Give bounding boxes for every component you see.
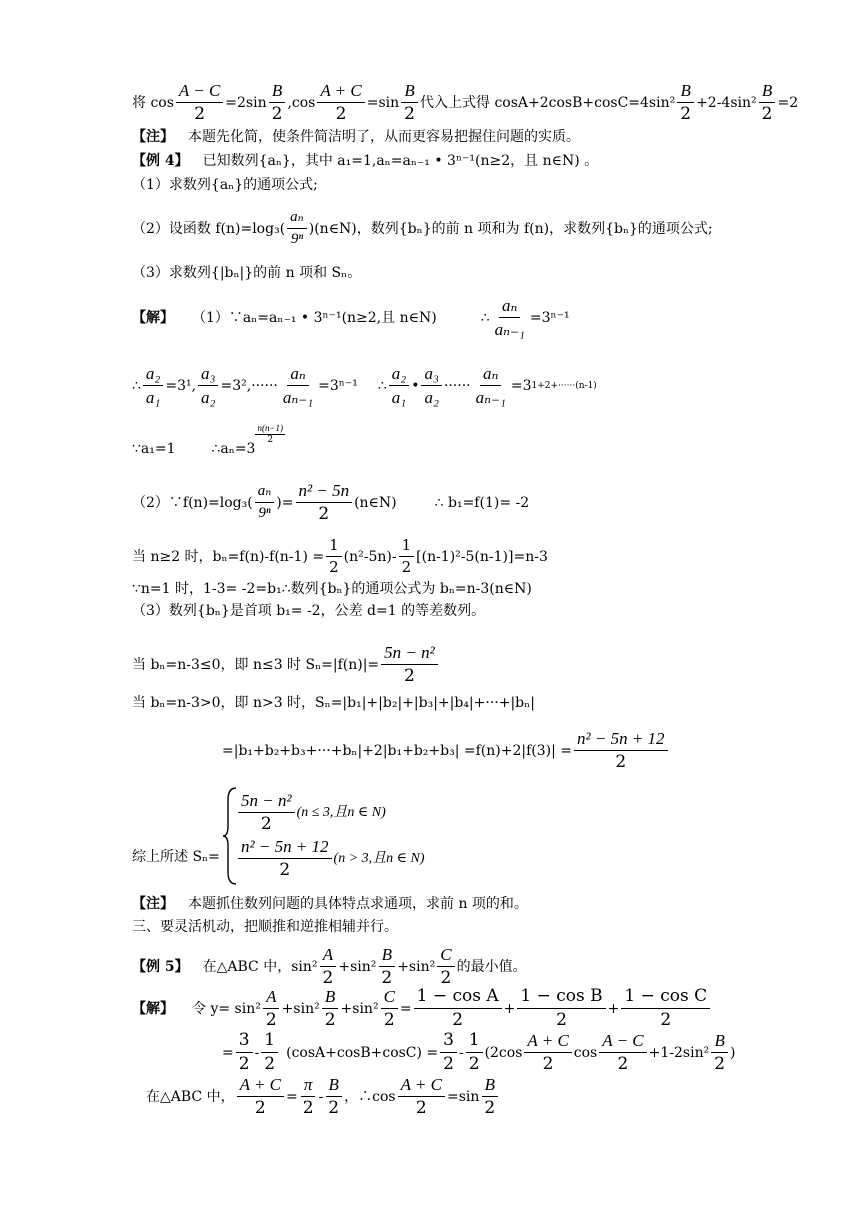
text: 在△ABC 中， <box>146 1088 235 1105</box>
fraction <box>176 82 223 123</box>
fraction <box>524 1032 571 1073</box>
text: =3ⁿ⁻¹ <box>318 377 358 394</box>
denominator: a₂ <box>201 388 216 407</box>
solution-line-3 <box>132 423 287 459</box>
numerator: B <box>401 82 417 103</box>
numerator: n² − 5n + 12 <box>238 838 332 859</box>
numerator: A + C <box>524 1032 571 1053</box>
text: （1）∵aₙ=aₙ₋₁ • 3ⁿ⁻¹(n≥2,且 n∈N) <box>192 309 437 326</box>
solution-5-line-2 <box>222 1032 736 1073</box>
fraction <box>300 1076 317 1117</box>
text: - <box>254 1044 260 1061</box>
denominator: 2 <box>335 104 347 124</box>
solution-line-10 <box>222 730 670 771</box>
text: ∵a₁=1 <box>132 440 176 457</box>
numerator: 3 <box>236 1032 253 1053</box>
fraction <box>317 82 364 123</box>
text: =2 <box>777 94 799 111</box>
text: - <box>459 1044 464 1061</box>
denominator: 2 <box>484 1098 496 1118</box>
fraction <box>238 792 295 833</box>
text: - <box>318 1088 324 1105</box>
text: +sin² <box>281 1000 320 1017</box>
denominator: 2 <box>267 435 274 445</box>
text: = <box>222 1044 234 1061</box>
numerator: B <box>379 946 395 967</box>
denominator: 2 <box>761 104 773 124</box>
solution-line-1 <box>132 297 570 338</box>
text: ∴ <box>132 377 141 394</box>
denominator: 2 <box>271 104 283 124</box>
denominator: aₙ₋₁ <box>475 388 506 407</box>
numerator: π <box>301 1076 316 1097</box>
fraction <box>238 838 332 879</box>
numerator: n(n−1) <box>257 423 284 433</box>
text: （3）求数列{|bₙ|}的前 n 项和 Sₙ。 <box>132 265 362 281</box>
numerator: A + C <box>237 1076 284 1097</box>
question-3 <box>132 266 361 280</box>
piecewise-case-1 <box>236 792 386 833</box>
denominator: 2 <box>615 752 627 772</box>
numerator: aₙ <box>287 210 307 229</box>
fraction <box>236 1032 253 1073</box>
numerator: B <box>269 82 285 103</box>
text: =|b₁+b₂+b₃+···+bₙ|+2|b₁+b₂+b₃| =f(n)+2|f(3)| = <box>222 742 572 759</box>
example-tag: 【例 5】 <box>132 958 189 975</box>
note-text: 本题先化简，使条件简洁明了，从而更容易把握住问题的实质。 <box>188 129 580 145</box>
text: 当 bₙ=n-3>0，即 n>3 时，Sₙ=|b₁|+|b₂|+|b₃|+|b₄|+···+|bₙ| <box>132 695 535 711</box>
text: =3²,······ <box>220 377 278 394</box>
fraction <box>466 1032 483 1073</box>
numerator: 1 <box>466 1032 483 1053</box>
numerator: aₙ <box>499 297 520 318</box>
numerator: a₂ <box>143 365 163 386</box>
text: 当 bₙ=n-3≤0，即 n≤3 时 Sₙ=|f(n)|= <box>132 656 380 673</box>
denominator: a₂ <box>424 388 439 407</box>
numerator: a₂ <box>389 365 409 386</box>
denominator: 2 <box>617 1054 629 1074</box>
text: （3）数列{bₙ}是首项 b₁= -2，公差 d=1 的等差数列。 <box>132 603 486 619</box>
fraction <box>399 538 415 575</box>
numerator: A + C <box>317 82 364 103</box>
note-tag: 【注】 <box>132 896 174 912</box>
fraction <box>517 988 605 1029</box>
text: cos <box>573 1044 598 1061</box>
fraction <box>437 946 454 987</box>
solution-line-9 <box>132 696 535 710</box>
solution-5-line-1 <box>132 988 712 1029</box>
text: 代入上式得 cosA+2cosB+cosC=4sin² <box>420 94 676 111</box>
denominator: 2 <box>324 1010 336 1030</box>
denominator: 2 <box>302 1098 314 1118</box>
text: =3 <box>510 377 532 394</box>
solution-line-7 <box>132 604 485 618</box>
denominator: 2 <box>440 968 452 988</box>
fraction <box>621 988 710 1029</box>
denominator: 2 <box>401 558 412 576</box>
note-1 <box>132 130 580 144</box>
note-2 <box>132 897 528 911</box>
numerator: 1 <box>399 538 415 557</box>
fraction <box>381 644 438 685</box>
denominator: 2 <box>404 104 415 124</box>
numerator: C <box>381 988 398 1009</box>
fraction <box>263 988 280 1029</box>
fraction <box>280 365 316 406</box>
numerator: 3 <box>440 1032 457 1053</box>
text: ∵n=1 时，1-3= -2=b₁∴数列{bₙ}的通项公式为 bₙ=n-3(n∈N) <box>132 581 532 597</box>
example-4-heading <box>132 154 598 168</box>
equation-line-1 <box>132 82 798 123</box>
fraction <box>440 1032 457 1073</box>
denominator: 2 <box>468 1054 480 1074</box>
piecewise-case-2 <box>236 838 425 879</box>
fraction <box>481 1076 498 1117</box>
numerator: B <box>326 1076 342 1097</box>
fraction <box>378 946 395 987</box>
denominator: 2 <box>383 1010 395 1030</box>
numerator: 1 <box>326 538 342 557</box>
text: (n∈N) <box>354 494 397 511</box>
text: （1）求数列{aₙ}的通项公式; <box>132 177 318 193</box>
numerator: aₙ <box>480 365 501 386</box>
text: ∴ <box>377 377 387 394</box>
fraction <box>492 297 528 338</box>
denominator: 2 <box>443 1054 454 1074</box>
numerator: 1 − cos C <box>621 988 710 1009</box>
text: ∴aₙ=3 <box>211 440 256 457</box>
fraction <box>398 1076 445 1117</box>
text: [(n-1)²-5(n-1)]=n-3 <box>416 548 548 565</box>
numerator: A <box>263 988 279 1009</box>
denominator: 2 <box>404 666 415 686</box>
fraction <box>237 1076 284 1117</box>
text: +sin² <box>338 958 377 975</box>
numerator: 5n − n² <box>238 792 295 813</box>
fraction <box>287 210 307 247</box>
numerator: B <box>322 988 338 1009</box>
text: )= <box>276 494 294 511</box>
solution-line-8 <box>132 644 440 685</box>
fraction <box>759 82 776 123</box>
question-2 <box>132 210 713 247</box>
fraction <box>574 730 668 771</box>
solution-line-4 <box>132 482 529 523</box>
denominator: 2 <box>542 1054 554 1074</box>
text: ∴ b₁=f(1)= -2 <box>434 494 530 511</box>
denominator: a₁ <box>145 388 161 407</box>
fraction <box>322 988 339 1029</box>
text: （2）设函数 f(n)=log₃( <box>132 220 286 237</box>
numerator: n² − 5n + 12 <box>574 730 668 751</box>
text: 令 y= sin² <box>192 1000 261 1017</box>
text: (cosA+cosB+cosC) = <box>286 1044 439 1061</box>
numerator: a₃ <box>421 365 441 386</box>
numerator: 1 − cos A <box>414 988 502 1009</box>
fraction <box>711 1032 728 1073</box>
fraction <box>143 365 163 406</box>
text: =3¹, <box>165 377 197 394</box>
text: ······ <box>443 377 471 394</box>
text: + <box>607 1000 620 1017</box>
text: + <box>503 1000 516 1017</box>
text: （2）∵f(n)=log₃( <box>132 494 253 511</box>
fraction <box>269 82 286 123</box>
denominator: 2 <box>254 1098 266 1118</box>
denominator: 2 <box>318 504 330 524</box>
solution-line-6 <box>132 582 532 596</box>
fraction <box>381 988 398 1029</box>
denominator: 2 <box>660 1010 672 1030</box>
fraction <box>325 1076 342 1117</box>
fraction <box>198 365 218 406</box>
fraction <box>414 988 502 1029</box>
text: ,cos <box>287 94 316 111</box>
solution-line-5 <box>132 538 548 575</box>
denominator: 2 <box>260 814 272 834</box>
numerator: A + C <box>398 1076 445 1097</box>
fraction <box>599 1032 646 1073</box>
text: 的最小值。 <box>456 958 527 975</box>
note-text: 本题抓住数列问题的具体特点求通项，求前 n 项的和。 <box>188 896 528 912</box>
fraction <box>677 82 694 123</box>
numerator: 5n − n² <box>381 644 438 665</box>
fraction <box>421 365 441 406</box>
text: = <box>285 1088 298 1105</box>
note-tag: 【注】 <box>132 129 174 145</box>
text: =2sin <box>225 94 267 111</box>
numerator: B <box>482 1076 498 1097</box>
denominator: 2 <box>714 1054 726 1074</box>
denominator: 2 <box>452 1010 464 1030</box>
numerator: A <box>320 946 336 967</box>
text: 综上所述 Sₙ= <box>132 849 220 865</box>
exponent-fraction <box>255 424 285 445</box>
fraction <box>296 482 353 523</box>
condition: (n > 3,且n ∈ N) <box>333 850 425 866</box>
solution-line-2: ∴ $\frac{\text{a₂}}{\text{a₁}}$ =3¹, $\frac{\text{a₃}}{\text{a₂}}$ =3²,······ $\frac{\text{aₙ}}{\text{aₙ₋₁}}$ =3ⁿ⁻¹ ∴ $\frac{\text{a₂}}{\text{a₁}}$ • $\frac{\text{a₃}}{\text{a₂}}$ ······ $\frac{\text{aₙ}}{\text{aₙ₋₁}}$ =3 1+2+······(n-1) <box>132 364 597 407</box>
numerator: aₙ <box>255 484 275 503</box>
denominator: 2 <box>680 104 692 124</box>
denominator: 2 <box>322 968 334 988</box>
denominator: 2 <box>265 1010 277 1030</box>
example-text: 已知数列{aₙ}，其中 a₁=1,aₙ=aₙ₋₁ • 3ⁿ⁻¹(n≥2，且 n∈N) 。 <box>202 153 599 169</box>
numerator: a₃ <box>198 365 218 386</box>
fraction <box>401 82 418 123</box>
question-1 <box>132 178 318 192</box>
text: ∴ <box>480 309 490 326</box>
text: • <box>411 377 420 394</box>
piecewise-label <box>132 850 220 864</box>
solution-tag: 【解】 <box>132 309 174 326</box>
denominator: aₙ₋₁ <box>282 388 314 407</box>
denominator: 9ⁿ <box>290 231 304 247</box>
text: =sin <box>366 94 400 111</box>
example-tag: 【例 4】 <box>132 153 189 169</box>
denominator: 2 <box>329 558 339 576</box>
denominator: 2 <box>381 968 393 988</box>
numerator: B <box>759 82 775 103</box>
fraction <box>326 538 342 575</box>
denominator: a₁ <box>391 388 407 407</box>
text: (n²-5n)- <box>343 548 397 565</box>
text: +2-4sin² <box>696 94 757 111</box>
text: =sin <box>446 1088 480 1105</box>
fraction <box>261 1032 278 1073</box>
text: =3ⁿ⁻¹ <box>529 309 570 326</box>
numerator: 1 − cos B <box>517 988 605 1009</box>
text: 三、要灵活机动，把顺推和逆推相辅并行。 <box>132 919 398 935</box>
fraction <box>320 946 337 987</box>
text: = <box>399 1000 412 1017</box>
numerator: aₙ <box>287 365 308 386</box>
solution-5-line-3 <box>146 1076 500 1117</box>
denominator: 2 <box>238 1054 250 1074</box>
denominator: 9ⁿ <box>258 505 271 521</box>
denominator: 2 <box>328 1098 340 1118</box>
denominator: 2 <box>279 860 291 880</box>
text: 将 cos <box>132 94 174 111</box>
text: ，∴cos <box>344 1088 396 1105</box>
numerator: n² − 5n <box>296 482 353 503</box>
numerator: A − C <box>176 82 223 103</box>
denominator: 2 <box>556 1010 567 1030</box>
solution-tag: 【解】 <box>132 1000 174 1017</box>
denominator: 2 <box>415 1098 427 1118</box>
text: (2cos <box>484 1044 523 1061</box>
numerator: B <box>711 1032 727 1053</box>
section-3-heading <box>132 920 398 934</box>
numerator: C <box>437 946 454 967</box>
text: +1-2sin² <box>648 1044 710 1061</box>
condition: (n ≤ 3,且n ∈ N) <box>296 804 386 820</box>
text: 当 n≥2 时，bₙ=f(n)-f(n-1) = <box>132 548 325 565</box>
fraction <box>389 365 409 406</box>
numerator: B <box>677 82 693 103</box>
text: +sin² <box>340 1000 379 1017</box>
text: ) <box>730 1044 736 1061</box>
fraction <box>473 365 509 406</box>
denominator: 2 <box>264 1054 276 1074</box>
text: )(n∈N)，数列{bₙ}的前 n 项和为 f(n)，求数列{bₙ}的通项公式; <box>308 220 713 237</box>
text: 在△ABC 中，sin² <box>202 958 318 975</box>
numerator: 1 <box>261 1032 278 1053</box>
denominator: 2 <box>194 104 206 124</box>
numerator: A − C <box>599 1032 646 1053</box>
denominator: aₙ₋₁ <box>494 320 525 339</box>
text: +sin² <box>397 958 436 975</box>
fraction <box>255 484 275 521</box>
example-5-heading <box>132 946 527 987</box>
